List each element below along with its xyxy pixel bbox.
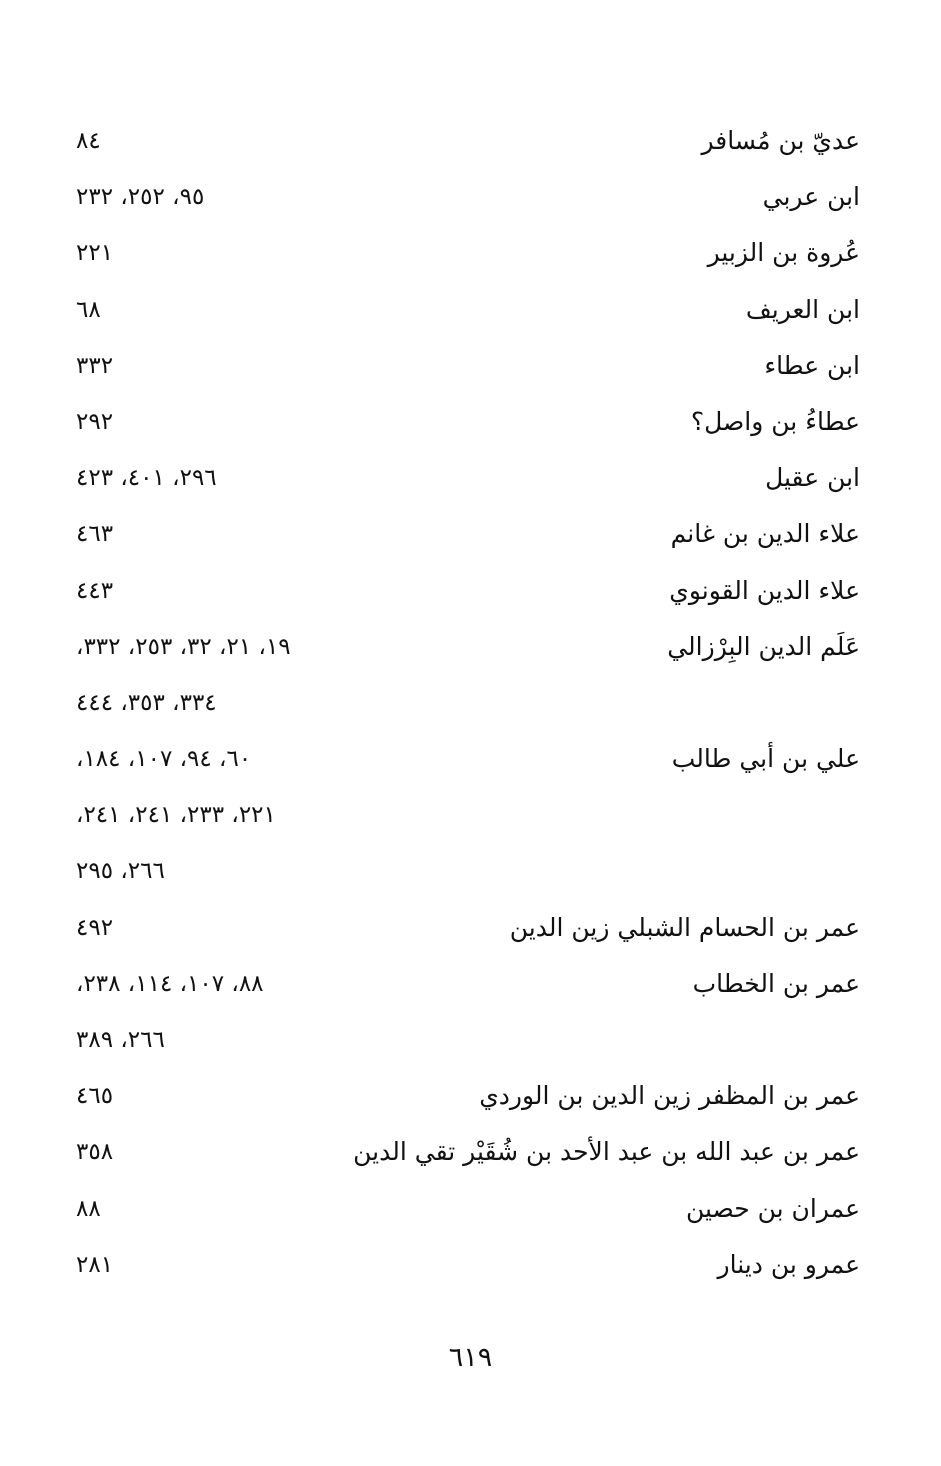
entry-name: عَلَم الدين البِرْزالي	[667, 631, 860, 661]
entry-name: ابن عقيل	[765, 463, 860, 493]
entry-pages: ١٩، ٢١، ٣٢، ٢٥٣، ٣٣٢،	[76, 633, 291, 660]
entry-name: عمر بن الحسام الشبلي زين الدين	[509, 912, 860, 942]
index-entry	[70, 452, 860, 508]
entry-pages: ٤٦٣	[76, 521, 114, 548]
index-entry	[70, 733, 860, 789]
index-entry-continuation	[70, 789, 860, 845]
entry-name: عديّ بن مُسافر	[701, 126, 860, 155]
entry-pages: ٢٦٦، ٢٩٥	[76, 858, 165, 885]
index-entry-continuation	[70, 845, 860, 901]
entry-name: عطاءُ بن واصل؟	[690, 406, 860, 436]
entry-pages: ٤٩٢	[76, 914, 114, 941]
index-entry	[70, 621, 860, 677]
index-entry	[70, 396, 860, 452]
entry-pages: ٢٢١، ٢٣٣، ٢٤١، ٢٤١،	[76, 802, 276, 829]
entry-pages: ٢٩٦، ٤٠١، ٤٢٣	[76, 465, 217, 492]
index-entry-list	[70, 115, 860, 1295]
entry-pages: ٦٠، ٩٤، ١٠٧، ١٨٤،	[76, 746, 252, 773]
entry-pages: ٣٥٨	[76, 1139, 114, 1166]
entry-name: علاء الدين بن غانم	[670, 519, 860, 549]
entry-pages: ٢٦٦، ٣٨٩	[76, 1027, 165, 1053]
entry-name: عمرو بن دينار	[717, 1249, 860, 1279]
index-entry-continuation	[70, 677, 860, 733]
index-entry	[70, 1183, 860, 1239]
entry-pages: ٢٩٢	[76, 408, 114, 435]
entry-pages: ٣٣٤، ٣٥٣، ٤٤٤	[76, 689, 217, 716]
entry-name: عمران بن حصين	[685, 1193, 860, 1223]
entry-pages: ٨٨	[76, 1195, 101, 1222]
entry-name: ابن عربي	[762, 182, 860, 212]
entry-name: عُروة بن الزبير	[707, 238, 860, 268]
index-entry	[70, 1239, 860, 1295]
index-entry	[70, 902, 860, 958]
index-entry	[70, 1070, 860, 1126]
index-entry	[70, 1126, 860, 1182]
index-entry	[70, 508, 860, 564]
entry-pages: ٩٥، ٢٥٢، ٢٣٢	[76, 184, 205, 211]
entry-pages: ٤٤٣	[76, 577, 114, 604]
entry-pages: ٦٨	[76, 296, 101, 323]
entry-pages: ٢٢١	[76, 240, 114, 267]
index-entry	[70, 227, 860, 283]
index-entry-continuation	[70, 1014, 860, 1070]
index-entry	[70, 284, 860, 340]
entry-pages: ٢٨١	[76, 1251, 114, 1278]
entry-name: عمر بن عبد الله بن عبد الأحد بن شُقَيْر تقي الدين	[353, 1137, 860, 1167]
entry-name: ابن عطاء	[764, 350, 860, 380]
entry-pages: ٤٦٥	[76, 1083, 114, 1110]
entry-pages: ٣٣٢	[76, 352, 114, 379]
index-entry	[70, 340, 860, 396]
index-entry	[70, 171, 860, 227]
entry-name: علي بن أبي طالب	[671, 744, 860, 774]
entry-name: ابن العريف	[745, 294, 860, 324]
entry-name: عمر بن الخطاب	[692, 968, 860, 998]
index-entry	[70, 115, 860, 171]
entry-name: علاء الدين القونوي	[669, 575, 860, 605]
page-number: ٦١٩	[448, 1342, 493, 1373]
entry-pages: ٨٤	[76, 128, 101, 154]
entry-name: عمر بن المظفر زين الدين بن الوردي	[479, 1081, 860, 1111]
entry-pages: ٨٨، ١٠٧، ١١٤، ٢٣٨،	[76, 970, 264, 997]
index-entry	[70, 565, 860, 621]
index-entry	[70, 958, 860, 1014]
